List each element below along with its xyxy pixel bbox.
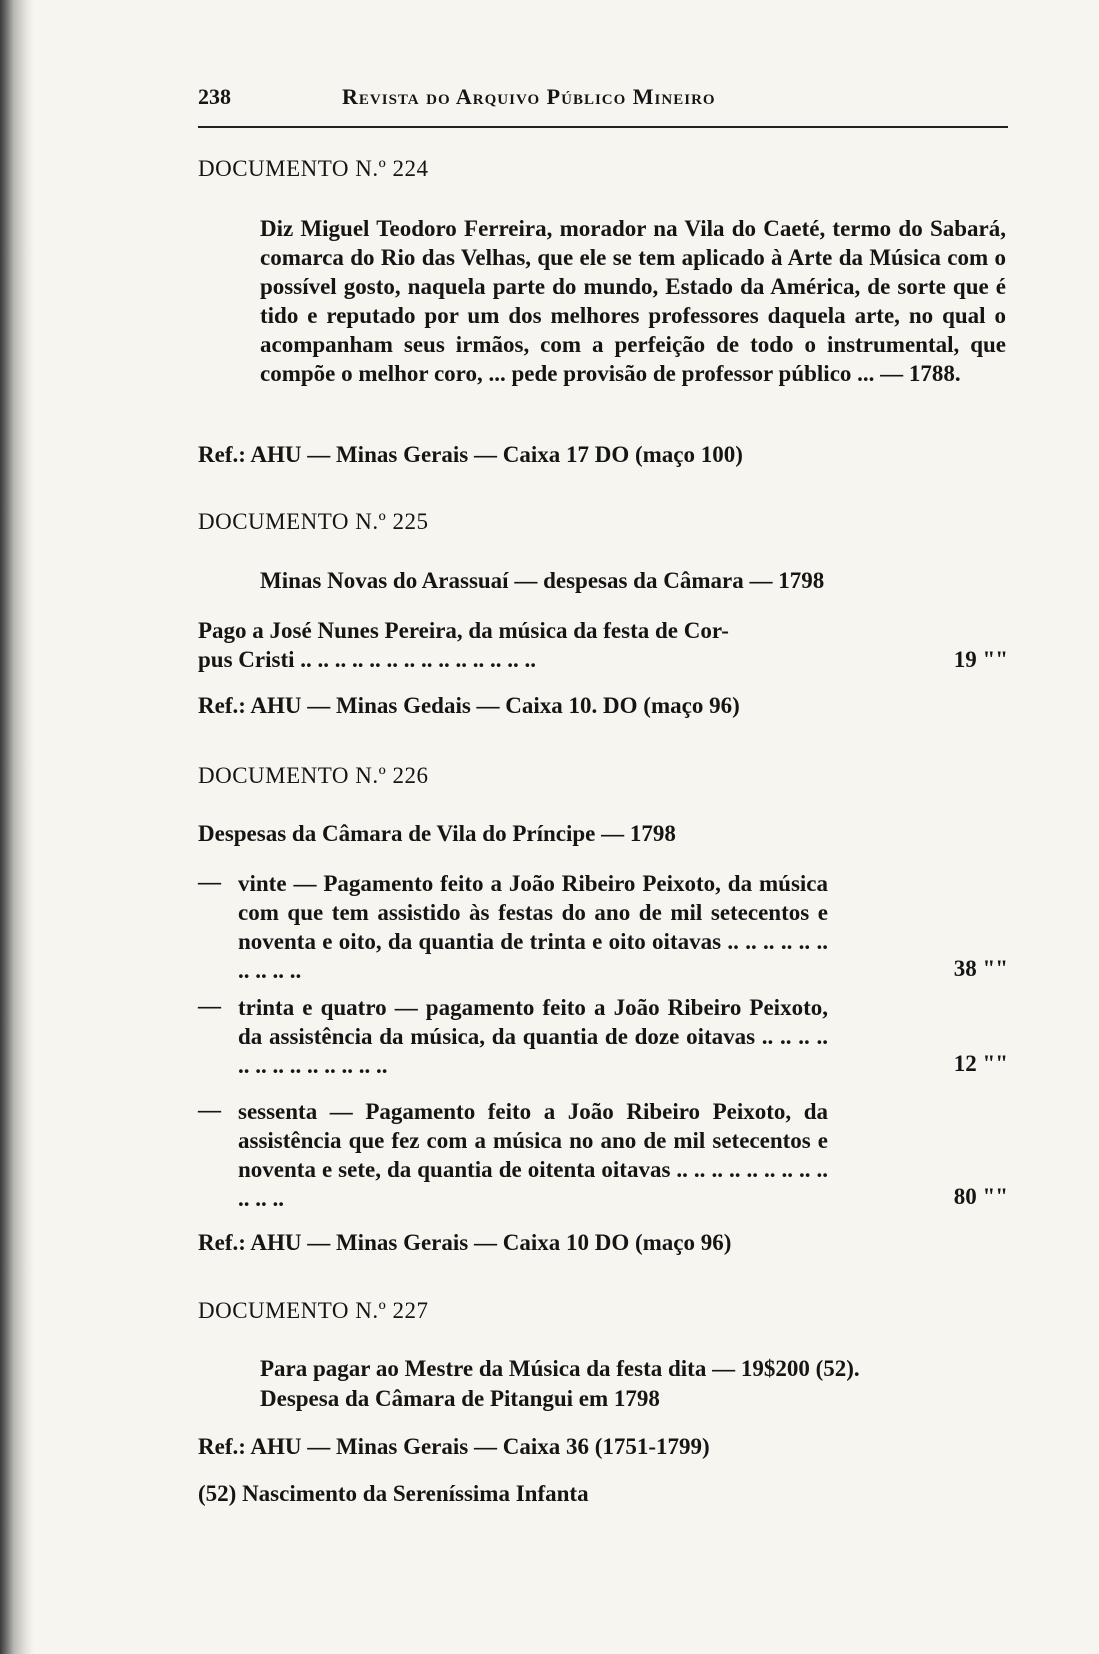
doc-226-heading: DOCUMENTO N.º 226	[198, 763, 429, 788]
doc-224-text: Diz Miguel Teodoro Ferreira, morador na Vila do Caeté, termo do Sabará, comarca do Rio das Velhas, que ele se tem aplicado à Arte da Música com o possível gosto, naquela parte do mundo, Estado da América, de sorte que é tido e reputado por um dos melhores professores daquela arte, no qual o acompanham seus irmãos, com a perfeição de todo o instrumental, que compõe o melhor coro, ... pede provisão de professor público ... — 1788.	[260, 216, 1006, 386]
item-amount: 80 ""	[953, 1184, 1008, 1209]
item-text: vinte — Pagamento feito a João Ribeiro Peixoto, da música com que tem assistido às festas do ano de mil setecentos e noventa e oito, da quantia de trinta e oito oitavas .. .. .. .. .. .. .. .. .. ..	[238, 871, 828, 983]
item-text: trinta e quatro — pagamento feito a João Ribeiro Peixoto, da assistência da música, da quantia de doze oitavas .. .. .. .. .. .. .. .. .. .. .. .. ..	[238, 995, 828, 1078]
item-amount: 38 ""	[953, 956, 1008, 981]
doc-226-subtitle: Despesas da Câmara de Vila do Príncipe — 1798	[198, 821, 676, 846]
doc-225-ref: Ref.: AHU — Minas Gedais — Caixa 10. DO (maço 96)	[198, 693, 740, 718]
doc-227-heading: DOCUMENTO N.º 227	[198, 1298, 429, 1323]
running-header	[198, 84, 1008, 114]
doc-227-line2: Despesa da Câmara de Pitangui em 1798	[260, 1386, 660, 1411]
page-edge-shadow	[0, 0, 34, 1654]
doc-225-subtitle: Minas Novas do Arassuaí — despesas da Câmara — 1798	[260, 568, 825, 593]
item-text: sessenta — Pagamento feito a João Ribeiro Peixoto, da assistência que fez com a música no ano de mil setecentos e noventa e sete, da quantia de oitenta oitavas .. .. .. .. .. .. .. .. .. .. .. ..	[238, 1099, 828, 1211]
page-number: 238	[198, 84, 231, 109]
item-amount: 12 ""	[953, 1051, 1008, 1076]
item-dash: —	[198, 993, 221, 1018]
doc-227-line1: Para pagar ao Mestre da Música da festa dita — 19$200 (52).	[260, 1356, 860, 1381]
item-dash: —	[198, 1097, 221, 1122]
item-dash: —	[198, 869, 221, 894]
journal-title: Revista do Arquivo Público Mineiro	[342, 84, 716, 109]
doc-224-ref: Ref.: AHU — Minas Gerais — Caixa 17 DO (maço 100)	[198, 442, 743, 467]
doc-225-entry-amount: 19 ""	[953, 647, 1008, 672]
doc-227-ref: Ref.: AHU — Minas Gerais — Caixa 36 (1751-1799)	[198, 1434, 710, 1459]
doc-225-entry-line1: Pago a José Nunes Pereira, da música da festa de Cor-	[198, 618, 729, 643]
doc-224-heading: DOCUMENTO N.º 224	[198, 156, 429, 181]
doc-226-ref: Ref.: AHU — Minas Gerais — Caixa 10 DO (maço 96)	[198, 1230, 732, 1255]
header-rule	[198, 126, 1008, 128]
footnote-52: (52) Nascimento da Sereníssima Infanta	[198, 1481, 589, 1506]
doc-225-heading: DOCUMENTO N.º 225	[198, 509, 429, 534]
doc-225-entry-line2: pus Cristi .. .. .. .. .. .. .. .. .. .. .. .. .. ..	[198, 647, 536, 672]
